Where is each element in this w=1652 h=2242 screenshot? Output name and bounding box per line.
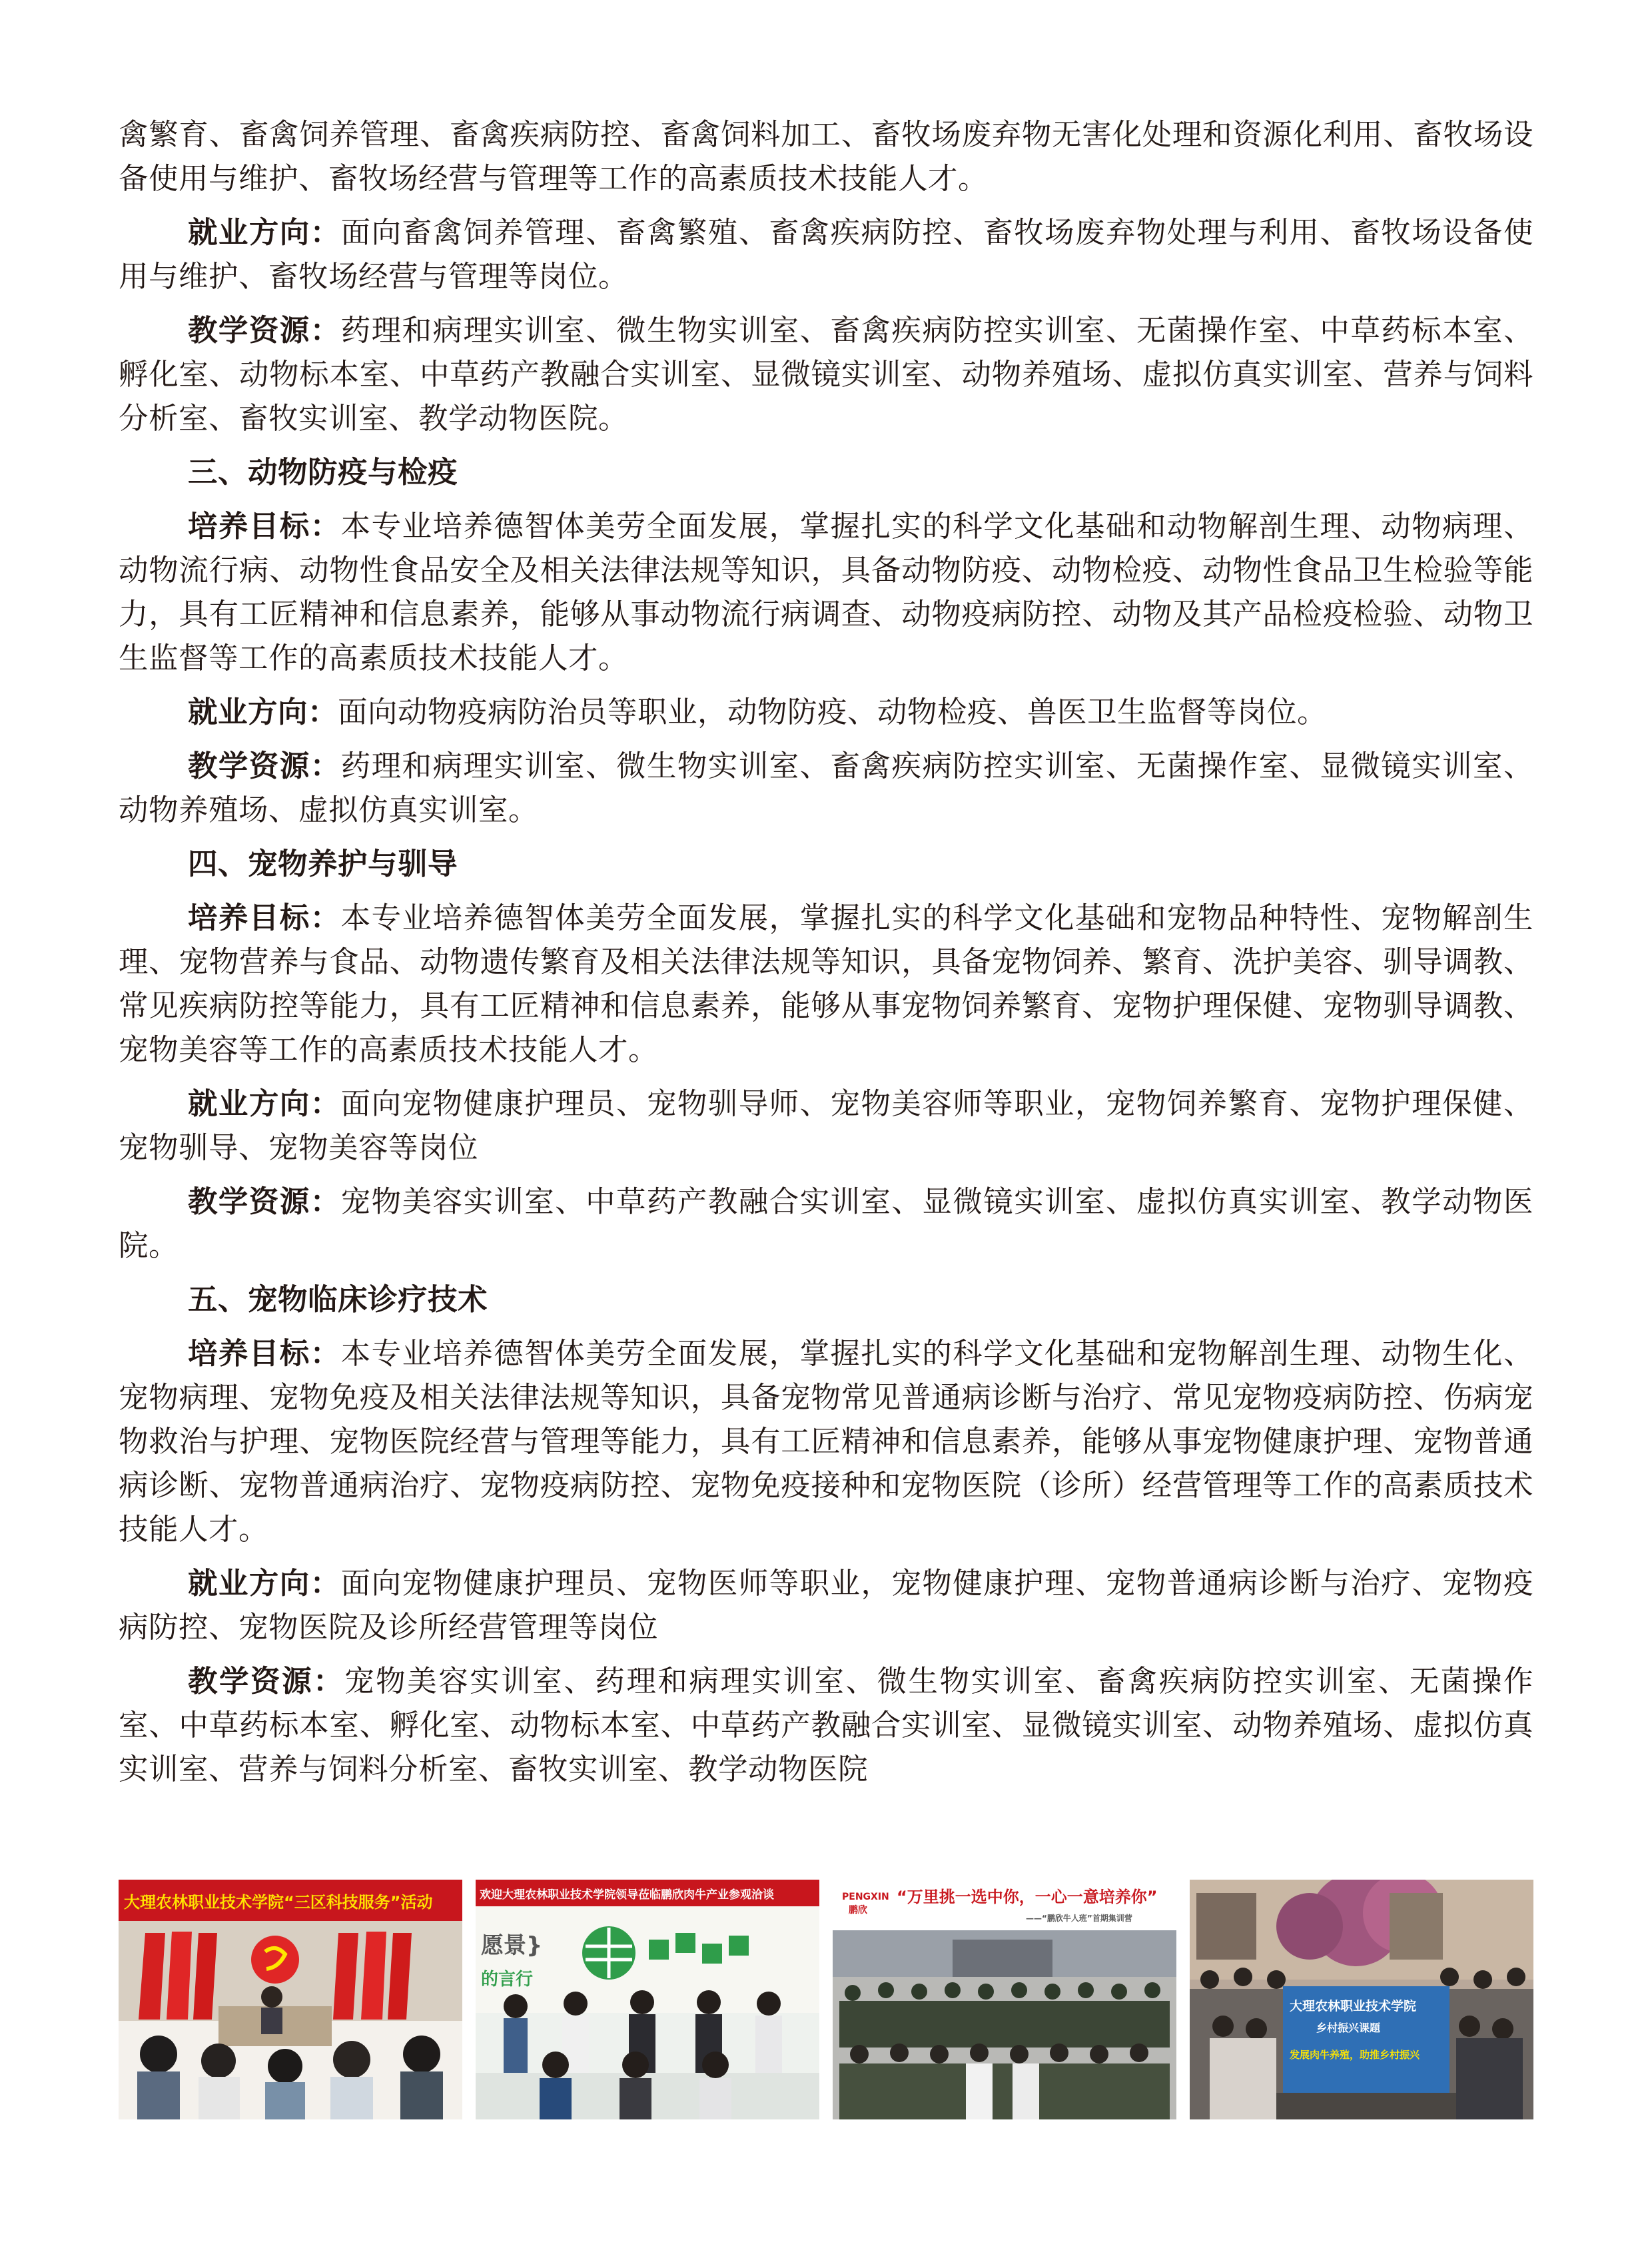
s5-career-text: 面向宠物健康护理员、宠物医师等职业，宠物健康护理、宠物普通病诊断与治疗、宠物疫病防控、宠物医院及诊所经营管理等岗位 (119, 1567, 1533, 1645)
photo-lecture (119, 1880, 462, 2119)
photo-outdoor-line2: 乡村振兴课题 (1316, 2022, 1381, 2034)
s4-goal (119, 897, 1533, 1072)
photo-training-brand-cn: 鹏欣 (849, 1905, 867, 1916)
goal-label: 培养目标： (188, 901, 341, 935)
photo-visit-image (476, 1880, 819, 2119)
photo-outdoor-image (1190, 1880, 1533, 2119)
s5-resources (119, 1660, 1533, 1792)
resources-label: 教学资源： (188, 1185, 341, 1219)
s5-goal-text: 本专业培养德智体美劳全面发展，掌握扎实的科学文化基础和宠物解剖生理、动物生化、宠物病理、宠物免疫及相关法律法规等知识，具备宠物常见普通病诊断与治疗、常见宠物疫病防控、伤病宠物救治与护理、宠物医院经营与管理等能力，具有工匠精神和信息素养，能够从事宠物健康护理、宠物普通病诊断、宠物普通病治疗、宠物疫病防控、宠物免疫接种和宠物医院（诊所）经营管理等工作的高素质技术技能人才。 (119, 1337, 1533, 1547)
s5-goal (119, 1332, 1533, 1552)
photo-training-brand: PENGXIN (842, 1892, 889, 1902)
photo-visit (476, 1880, 819, 2119)
photo-training-sub: ——“鹏欣牛人班”首期集训营 (1026, 1914, 1132, 1923)
career-label: 就业方向： (188, 1567, 341, 1601)
s3-resources-text: 药理和病理实训室、微生物实训室、畜禽疾病防控实训室、无菌操作室、显微镜实训室、动物养殖场、虚拟仿真实训室。 (119, 749, 1533, 827)
s3-career-text: 面向动物疫病防治员等职业，动物防疫、动物检疫、兽医卫生监督等岗位。 (338, 695, 1328, 729)
photo-visit-wall-text1: 愿景} (481, 1932, 543, 1959)
main-content (119, 113, 1533, 1802)
s2-career-text: 面向畜禽饲养管理、畜禽繁殖、畜禽疾病防控、畜牧场废弃物处理与利用、畜牧场设备使用与维护、畜牧场经营与管理等岗位。 (119, 216, 1533, 294)
s3-goal-text: 本专业培养德智体美劳全面发展，掌握扎实的科学文化基础和动物解剖生理、动物病理、动物流行病、动物性食品安全及相关法律法规等知识，具备动物防疫、动物检疫、动物性食品卫生检验等能力，具有工匠精神和信息素养，能够从事动物流行病调查、动物疫病防控、动物及其产品检疫检验、动物卫生监督等工作的高素质技术技能人才。 (119, 510, 1533, 675)
s2-resources (119, 309, 1533, 441)
s4-resources-text: 宠物美容实训室、中草药产教融合实训室、显微镜实训室、虚拟仿真实训室、教学动物医院。 (119, 1185, 1533, 1263)
intro-paragraph: 禽繁育、畜禽饲养管理、畜禽疾病防控、畜禽饲料加工、畜牧场废弃物无害化处理和资源化利用、畜牧场设备使用与维护、畜牧场经营与管理等工作的高素质技术技能人才。 (119, 118, 1533, 196)
resources-label: 教学资源： (188, 314, 341, 348)
s4-goal-text: 本专业培养德智体美劳全面发展，掌握扎实的科学文化基础和宠物品种特性、宠物解剖生理、宠物营养与食品、动物遗传繁育及相关法律法规等知识，具备宠物饲养、繁育、洗护美容、驯导调教、常见疾病防控等能力，具有工匠精神和信息素养，能够从事宠物饲养繁育、宠物护理保健、宠物驯导调教、宠物美容等工作的高素质技术技能人才。 (119, 901, 1533, 1067)
s5-career (119, 1562, 1533, 1650)
goal-label: 培养目标： (188, 1337, 341, 1371)
photo-lecture-image (119, 1880, 462, 2119)
photo-outdoor (1190, 1880, 1533, 2119)
party-emblem-icon (251, 1936, 299, 1984)
s3-goal (119, 505, 1533, 681)
s3-heading: 三、动物防疫与检疫 (188, 456, 458, 490)
s4-career-text: 面向宠物健康护理员、宠物驯导师、宠物美容师等职业，宠物饲养繁育、宠物护理保健、宠物驯导、宠物美容等岗位 (119, 1087, 1533, 1165)
resources-label: 教学资源： (188, 749, 341, 783)
goal-label: 培养目标： (188, 510, 341, 544)
career-label: 就业方向： (188, 695, 338, 729)
photo-training-slogan: “万里挑一选中你，一心一意培养你” (897, 1888, 1158, 1906)
s5-heading: 五、宠物临床诊疗技术 (188, 1283, 488, 1317)
photo-outdoor-line1: 大理农林职业技术学院 (1290, 1999, 1417, 2014)
photo-strip (119, 1880, 1533, 2119)
photo-lecture-banner: 大理农林职业技术学院“三区科技服务”活动 (124, 1893, 433, 1912)
photo-visit-wall-text2: 的言行 (481, 1970, 534, 1990)
s4-career (119, 1082, 1533, 1170)
s3-career (119, 691, 1533, 735)
photo-visit-banner: 欢迎大理农林职业技术学院领导莅临鹏欣肉牛产业参观洽谈 (480, 1888, 774, 1902)
photo-training (833, 1880, 1176, 2119)
photo-outdoor-line3: 发展肉牛养殖，助推乡村振兴 (1290, 2049, 1420, 2061)
s2-resources-text: 药理和病理实训室、微生物实训室、畜禽疾病防控实训室、无菌操作室、中草药标本室、孵化室、动物标本室、中草药产教融合实训室、显微镜实训室、动物养殖场、虚拟仿真实训室、营养与饲料分析室、畜牧实训室、教学动物医院。 (119, 314, 1533, 436)
s3-resources (119, 745, 1533, 833)
resources-label: 教学资源： (188, 1665, 345, 1698)
s4-resources (119, 1180, 1533, 1268)
photo-training-image (833, 1880, 1176, 2119)
career-label: 就业方向： (188, 216, 341, 250)
s4-heading: 四、宠物养护与驯导 (188, 847, 458, 881)
s5-resources-text: 宠物美容实训室、药理和病理实训室、微生物实训室、畜禽疾病防控实训室、无菌操作室、中草药标本室、孵化室、动物标本室、中草药产教融合实训室、显微镜实训室、动物养殖场、虚拟仿真实训室、营养与饲料分析室、畜牧实训室、教学动物医院 (119, 1665, 1533, 1786)
career-label: 就业方向： (188, 1087, 341, 1121)
s2-career (119, 211, 1533, 299)
